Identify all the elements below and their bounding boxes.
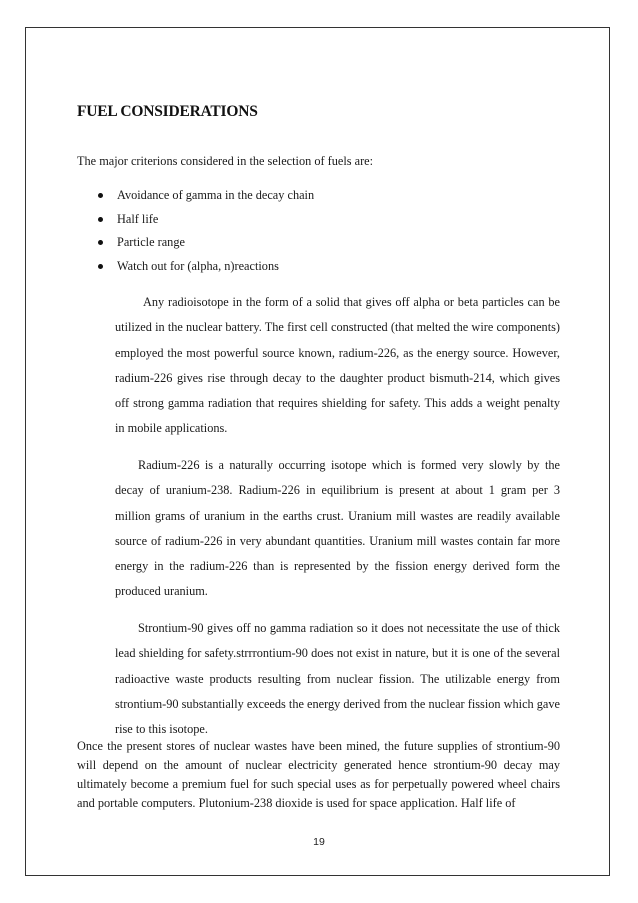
criteria-list (95, 188, 314, 282)
paragraph-strontium: Strontium-90 gives off no gamma radiation so it does not necessitate the use of thick lead shielding for safety.strrrontium-90 does not exist in nature, but it is one of the several radioactive waste products resulting from nuclear fission. The utilizable energy from strontium-90 substantially exceeds the energy derived from the nuclear fission which gave rise to this isotope. (115, 621, 560, 737)
criteria-list-item: Watch out for (alpha, n)reactions (95, 259, 314, 283)
section-heading: FUEL CONSIDERATIONS (77, 103, 258, 120)
criteria-list-item: Particle range (95, 235, 314, 259)
paragraph-radium: Radium-226 is a naturally occurring isotope which is formed very slowly by the decay of uranium-238. Radium-226 in equilibrium is present at about 1 gram per 3 million grams of uranium in the earths crust. Uranium mill wastes are readily available source of radium-226 in very abundant quantities. Uranium mill wastes contain far more energy in the radium-226 than is represented by the fission energy derived form the produced uranium. (115, 458, 560, 599)
criteria-list-item: Half life (95, 212, 314, 236)
page-number: 19 (313, 836, 325, 848)
paragraph-future-supplies: Once the present stores of nuclear wastes have been mined, the future supplies of strontium-90 will depend on the amount of nuclear electricity generated hence strontium-90 decay may ultimately become a premium fuel for such special uses as for perpetually powered wheel chairs and portable computers. Plutonium-238 dioxide is used for space application. Half life of (77, 739, 560, 810)
intro-sentence: The major criterions considered in the selection of fuels are: (77, 154, 374, 168)
criteria-list-item: Avoidance of gamma in the decay chain (95, 188, 314, 212)
paragraph-radioisotope: Any radioisotope in the form of a solid that gives off alpha or beta particles can be utilized in the nuclear battery. The first cell constructed (that melted the wire components) employed the most powerful source known, radium-226, as the energy source. However, radium-226 gives rise through decay to the daughter product bismuth-214, which gives off strong gamma radiation that requires shielding for safety. This adds a weight penalty in mobile applications. (115, 295, 560, 436)
